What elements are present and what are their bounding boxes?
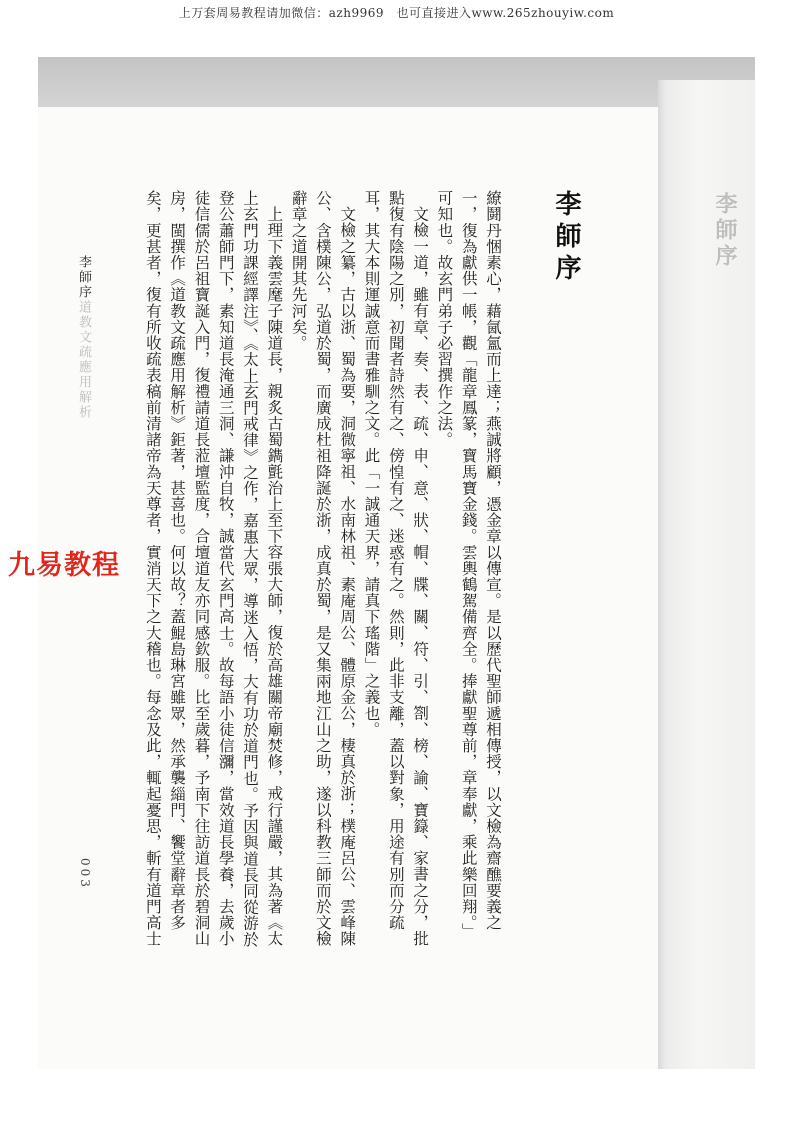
running-head-subtitle: 道教文疏應用解析 bbox=[76, 300, 91, 420]
chapter-title: 李師序 bbox=[551, 190, 581, 286]
paragraph: 文檢一道，雖有章、奏、表、疏、申、意、狀、帽、牒、關、符、引、劄、榜、諭、寶籙、家書之分，批點復有陰陽之別，初聞者詩然有之、傍惶有之、迷惑有之。然則，此非支離，蓋以對象，用途有別而分疏耳，其大本則運誠意而書雅馴之文。此「一誠通天界，請真下瑤階」之義也。 bbox=[362, 190, 430, 947]
body-text bbox=[140, 190, 505, 950]
paragraph: 繚鬪丹悃素心，藉氤氳而上達；燕誠將顧，憑金章以傳宣。是以歷代聖師遞相傳授，以文檢為齋醮要義之一，復為獻供一帳，觀「龍章鳳篆，寶馬寶金錢。雲輿鶴駕備齊全。捧獻聖尊前，章奉獻，乘此樂回翔。」可知也。故玄門弟子必習撰作之法。 bbox=[435, 190, 502, 939]
running-head bbox=[74, 255, 93, 420]
running-head-title: 李師序 bbox=[76, 255, 91, 300]
paragraph: 文檢之纂，古以浙、蜀為要，洞微寧祖、水南林祖、素庵周公、體原金公，棲真於浙；樸庵呂公、雲峰陳公、含樸陳公，弘道於蜀，而廣成杜祖降誕於浙，成真於蜀，是又集兩地江山之助，遂以科教三師而於文檢辭章之道開其先河矣。 bbox=[289, 190, 357, 947]
page-number: 003 bbox=[78, 858, 92, 890]
paragraph: 上理下義雲麾子陳道長，親炙古蜀鐫氈治上至下容張大師，復於高雄關帝廟焚修，戒行謹嚴，其為著《太上玄門功課經譯注》、《太上玄門戒律》之作，嘉惠大眾，導迷入悟，大有功於道門也。予因與道長同從游於登公蕭師門下，素知道長淹通三洞、謙沖自牧，誠當代玄門高士。故每語小徒信瀰，當效道長學養，去歲小徒信儒於呂祖寶誕入門，復禮請道長蒞壇監度，合壇道友亦同感欽服。比至歲暮，予南下往訪道長於碧洞山房，閩撰作《道教文疏應用解析》鉅著，甚喜也。何以故？蓋鯤島琳宮雖眾，然承襲緇門、饗堂辭章者多矣，更甚者，復有所收疏表稿前清諸帝為天尊者，實消天下之大稽也。每念及此，輒起憂思，斬有道門高士 bbox=[143, 190, 284, 948]
facing-page-ghost-title: 李師序 bbox=[712, 192, 738, 270]
top-banner: 上万套周易教程请加微信：azh9969 也可直接进入www.265zhouyiw.com bbox=[178, 6, 615, 20]
watermark-logo: 九易教程 bbox=[8, 550, 120, 581]
scan-top-shadow bbox=[38, 57, 755, 107]
